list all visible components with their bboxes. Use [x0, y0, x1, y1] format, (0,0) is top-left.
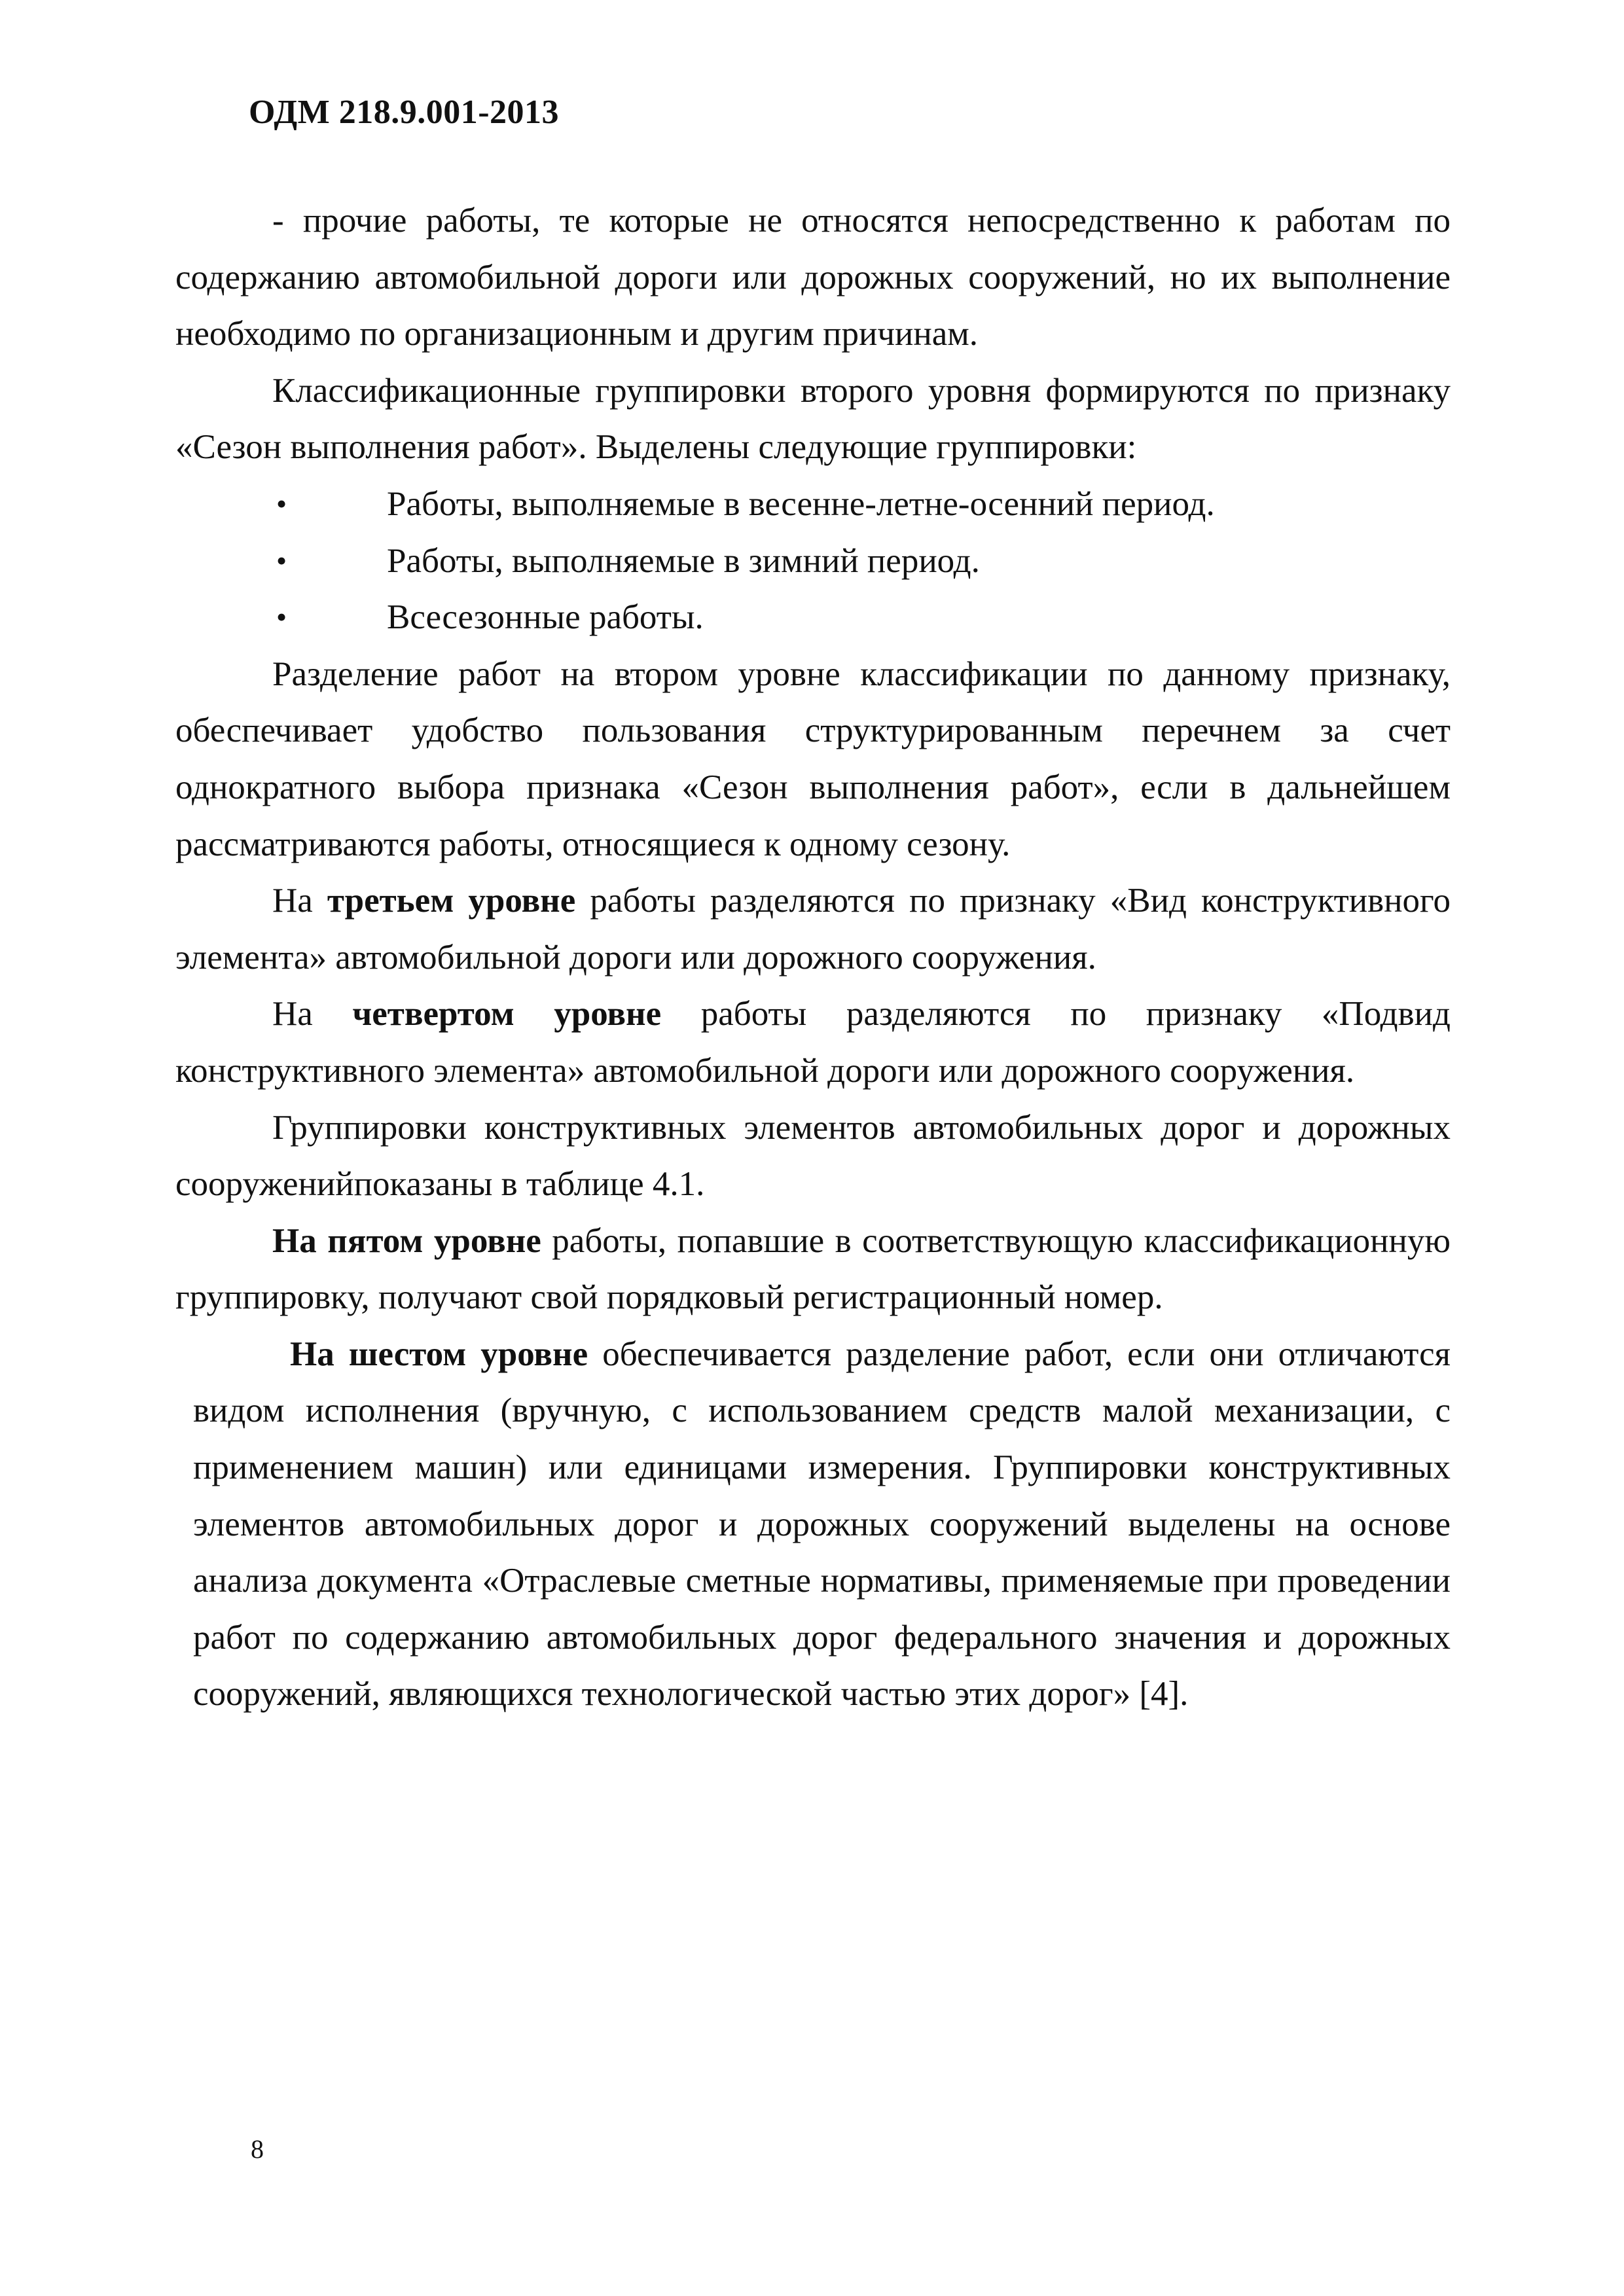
third-level-bold: третьем уровне: [327, 882, 576, 920]
page-number: 8: [251, 2134, 264, 2164]
season-bullet-list: [175, 476, 1451, 646]
bullet-icon: •: [276, 486, 287, 520]
paragraph-fourth-level: [175, 986, 1451, 1099]
sixth-level-bold: На шестом уровне: [290, 1335, 588, 1373]
list-item: [175, 589, 1451, 646]
list-item-text: Работы, выполняемые в весенне-летне-осенний период.: [387, 484, 1215, 523]
bullet-icon: •: [276, 543, 287, 577]
paragraph-fourth-level-pre: На: [272, 995, 353, 1033]
paragraph-sixth-level-text: обеспечивается разделение работ, если они отличаются видом исполнения (вручную, с использованием средств малой механизации, с применением машин) или единицами измерения. Группировки конструктивных элементов автомобильных дорог и дорожных сооружений выделены на основе анализа документа «Отраслевые сметные нормативы, применяемые при проведении работ по содержанию автомобильных дорог федерального значения и дорожных сооружений, являющихся технологической частью этих дорог» [4].: [193, 1335, 1451, 1713]
document-header: ОДМ 218.9.001-2013: [249, 94, 560, 131]
paragraph-fifth-level-text: работы, попавшие в соответствующую классификационную группировку, получают свой порядковый регистрационный номер.: [175, 1221, 1451, 1317]
paragraph-season-division: Разделение работ на втором уровне классификации по данному признаку, обеспечивает удобство пользования структурированным перечнем за счет однократного выбора признака «Сезон выполнения работ», если в дальнейшем рассматриваются работы, относящиеся к одному сезону.: [175, 655, 1451, 863]
paragraph-fourth-level-text: работы разделяются по признаку «Подвид конструктивного элемента» автомобильной дороги или дорожного сооружения.: [175, 995, 1451, 1090]
paragraph-third-level-text: работы разделяются по признаку «Вид конструктивного элемента» автомобильной дороги или дорожного сооружения.: [175, 882, 1451, 977]
paragraph-groupings-table: Группировки конструктивных элементов автомобильных дорог и дорожных сооруженийпоказаны в таблице 4.1.: [175, 1108, 1451, 1204]
paragraph-second-level: Классификационные группировки второго уровня формируются по признаку «Сезон выполнения работ». Выделены следующие группировки:: [175, 371, 1451, 467]
sixth-level-block: [175, 1326, 1451, 1723]
paragraph-third-level: [175, 872, 1451, 986]
bullet-icon: •: [276, 600, 287, 634]
list-item-text: Работы, выполняемые в зимний период.: [387, 541, 980, 580]
fifth-level-bold: На пятом уровне: [272, 1221, 541, 1260]
list-item: [175, 533, 1451, 590]
document-body: [175, 192, 1451, 1723]
list-item: [175, 476, 1451, 533]
fourth-level-bold: четвертом уровне: [352, 995, 662, 1033]
paragraph-fifth-level: [175, 1213, 1451, 1326]
list-item-text: Всесезонные работы.: [387, 598, 704, 637]
paragraph-other-works: - прочие работы, те которые не относятся непосредственно к работам по содержанию автомобильной дороги или дорожных сооружений, но их выполнение необходимо по организационным и другим причинам.: [175, 202, 1451, 353]
paragraph-third-level-pre: На: [272, 882, 327, 920]
paragraph-sixth-level: [193, 1326, 1451, 1723]
